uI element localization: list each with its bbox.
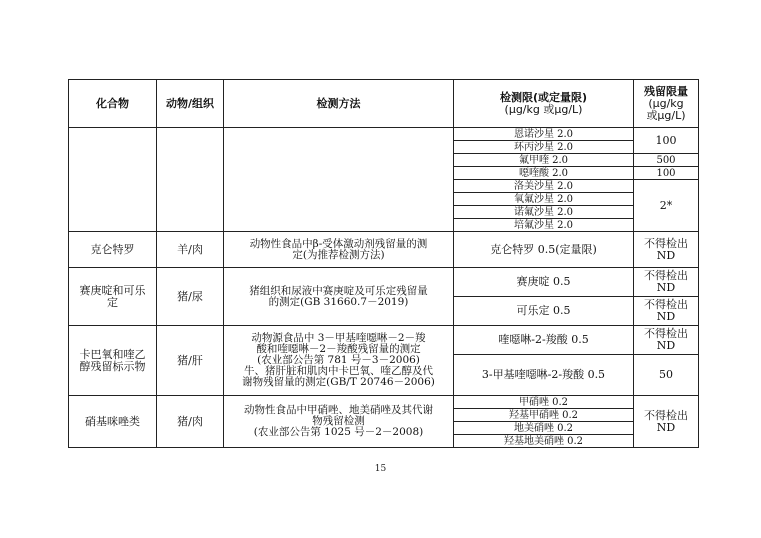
clenbuterol-method-line1: 动物性食品中β-受体激动剂残留量的测 <box>249 237 428 250</box>
quinolone-compound-cell <box>69 128 157 232</box>
nitroimidazole-method-line3: (农业部公告第 1025 号－2－2008) <box>253 426 424 438</box>
nitroimidazole-tissue: 猪/肉 <box>157 396 224 448</box>
quinolone-detection-item: 氟甲喹 2.0 <box>454 154 634 167</box>
header-residue-limit-line2: (μg/kg <box>648 96 684 110</box>
clenbuterol-tissue: 羊/肉 <box>157 232 224 268</box>
header-detection-limit <box>454 80 634 128</box>
cyproheptadine-method <box>224 268 454 326</box>
cyproheptadine-tissue: 猪/尿 <box>157 268 224 326</box>
nitroimidazole-method-line1: 动物性食品中甲硝唑、地美硝唑及其代谢 <box>244 404 433 416</box>
quinolone-limit: 100 <box>634 167 699 180</box>
header-compound: 化合物 <box>69 80 157 128</box>
quinolone-detection-item: 噁喹酸 2.0 <box>454 167 634 180</box>
carbadox-limit-2: 50 <box>634 355 699 396</box>
quinolone-detection-item: 诺氟沙星 2.0 <box>454 206 634 219</box>
clonidine-detection: 可乐定 0.5 <box>454 297 634 326</box>
carbadox-method-line4: 牛、猪肝脏和肌肉中卡巴氧、喹乙醇及代 <box>244 365 433 377</box>
cyproheptadine-compound-line2: 定 <box>107 295 118 309</box>
clenbuterol-detection: 克仑特罗 0.5(定量限) <box>454 232 634 268</box>
clenbuterol-limit <box>634 232 699 268</box>
quinolone-tissue-cell <box>157 128 224 232</box>
page-number: 15 <box>374 464 387 474</box>
quinolone-limit: 2* <box>634 180 699 232</box>
carbadox-method <box>224 326 454 396</box>
header-detection-limit-line2: (μg/kg 或μg/L) <box>504 102 583 116</box>
table-row <box>69 326 699 355</box>
carbadox-method-line2: 酸和喹噁啉－2－羧酸残留量的测定 <box>256 343 421 355</box>
quinolone-limit: 100 <box>634 128 699 154</box>
quinolone-method-cell <box>224 128 454 232</box>
cyproheptadine-detection: 赛庚啶 0.5 <box>454 268 634 297</box>
clenbuterol-method-line2: 定(为推荐检测方法) <box>292 248 385 261</box>
cyproheptadine-method-line2: 的测定(GB 31660.7－2019) <box>268 295 409 308</box>
clenbuterol-compound: 克仑特罗 <box>69 232 157 268</box>
table-row <box>69 396 699 409</box>
carbadox-method-line1: 动物源食品中 3－甲基喹噁啉－2－羧 <box>251 332 426 344</box>
clonidine-limit-line1: 不得检出 <box>644 298 688 311</box>
cyproheptadine-limit <box>634 268 699 297</box>
nitroimidazole-detection-item: 地美硝唑 0.2 <box>454 422 634 435</box>
carbadox-limit-1 <box>634 326 699 355</box>
clonidine-limit <box>634 297 699 326</box>
carbadox-method-line5: 谢物残留量的测定(GB/T 20746－2006) <box>242 376 435 388</box>
cyproheptadine-compound <box>69 268 157 326</box>
header-method: 检测方法 <box>224 80 454 128</box>
quinolone-detection-item: 氧氟沙星 2.0 <box>454 193 634 206</box>
carbadox-detection-2: 3-甲基喹噁啉-2-羧酸 0.5 <box>454 355 634 396</box>
table-header-row <box>69 80 699 128</box>
cyproheptadine-limit-line1: 不得检出 <box>644 269 688 282</box>
table-row <box>69 232 699 268</box>
nitroimidazole-limit <box>634 396 699 448</box>
nitroimidazole-method <box>224 396 454 448</box>
clonidine-limit-line2: ND <box>656 310 676 323</box>
quinolone-detection-item: 培氟沙星 2.0 <box>454 219 634 232</box>
carbadox-compound-line2: 醇残留标示物 <box>79 359 146 373</box>
quinolone-limit: 500 <box>634 154 699 167</box>
quinolone-detection-item: 恩诺沙星 2.0 <box>454 128 634 141</box>
cyproheptadine-compound-line1: 赛庚啶和可乐 <box>79 283 146 297</box>
carbadox-method-line3: (农业部公告第 781 号－3－2006) <box>257 354 420 366</box>
table-row <box>69 268 699 297</box>
nitroimidazole-limit-line1: 不得检出 <box>644 408 688 422</box>
carbadox-limit-1-line1: 不得检出 <box>644 327 688 340</box>
nitroimidazole-detection-item: 羟基甲硝唑 0.2 <box>454 409 634 422</box>
nitroimidazole-detection-item: 羟基地美硝唑 0.2 <box>454 435 634 448</box>
carbadox-compound-line1: 卡巴氧和喹乙 <box>79 347 146 361</box>
table-row <box>69 128 699 141</box>
residue-limit-table <box>68 79 699 448</box>
clenbuterol-limit-line2: ND <box>656 248 676 262</box>
header-residue-limit-line1: 残留限量 <box>644 84 688 98</box>
header-detection-limit-line1: 检测限(或定量限) <box>499 90 588 104</box>
header-residue-limit-line3: 或μg/L) <box>646 108 686 122</box>
cyproheptadine-method-line1: 猪组织和尿液中赛庚啶及可乐定残留量 <box>249 284 428 297</box>
nitroimidazole-compound: 硝基咪唑类 <box>69 396 157 448</box>
carbadox-detection-1: 喹噁啉-2-羧酸 0.5 <box>454 326 634 355</box>
quinolone-detection-item: 环丙沙星 2.0 <box>454 141 634 154</box>
nitroimidazole-limit-line2: ND <box>656 420 676 434</box>
carbadox-limit-1-line2: ND <box>656 339 676 352</box>
header-residue-limit <box>634 80 699 128</box>
nitroimidazole-detection-item: 甲硝唑 0.2 <box>454 396 634 409</box>
clenbuterol-method <box>224 232 454 268</box>
carbadox-tissue: 猪/肝 <box>157 326 224 396</box>
nitroimidazole-method-line2: 物残留检测 <box>312 415 365 427</box>
header-animal-tissue: 动物/组织 <box>157 80 224 128</box>
cyproheptadine-limit-line2: ND <box>656 281 676 294</box>
carbadox-compound <box>69 326 157 396</box>
quinolone-detection-item: 洛美沙星 2.0 <box>454 180 634 193</box>
clenbuterol-limit-line1: 不得检出 <box>644 236 688 250</box>
